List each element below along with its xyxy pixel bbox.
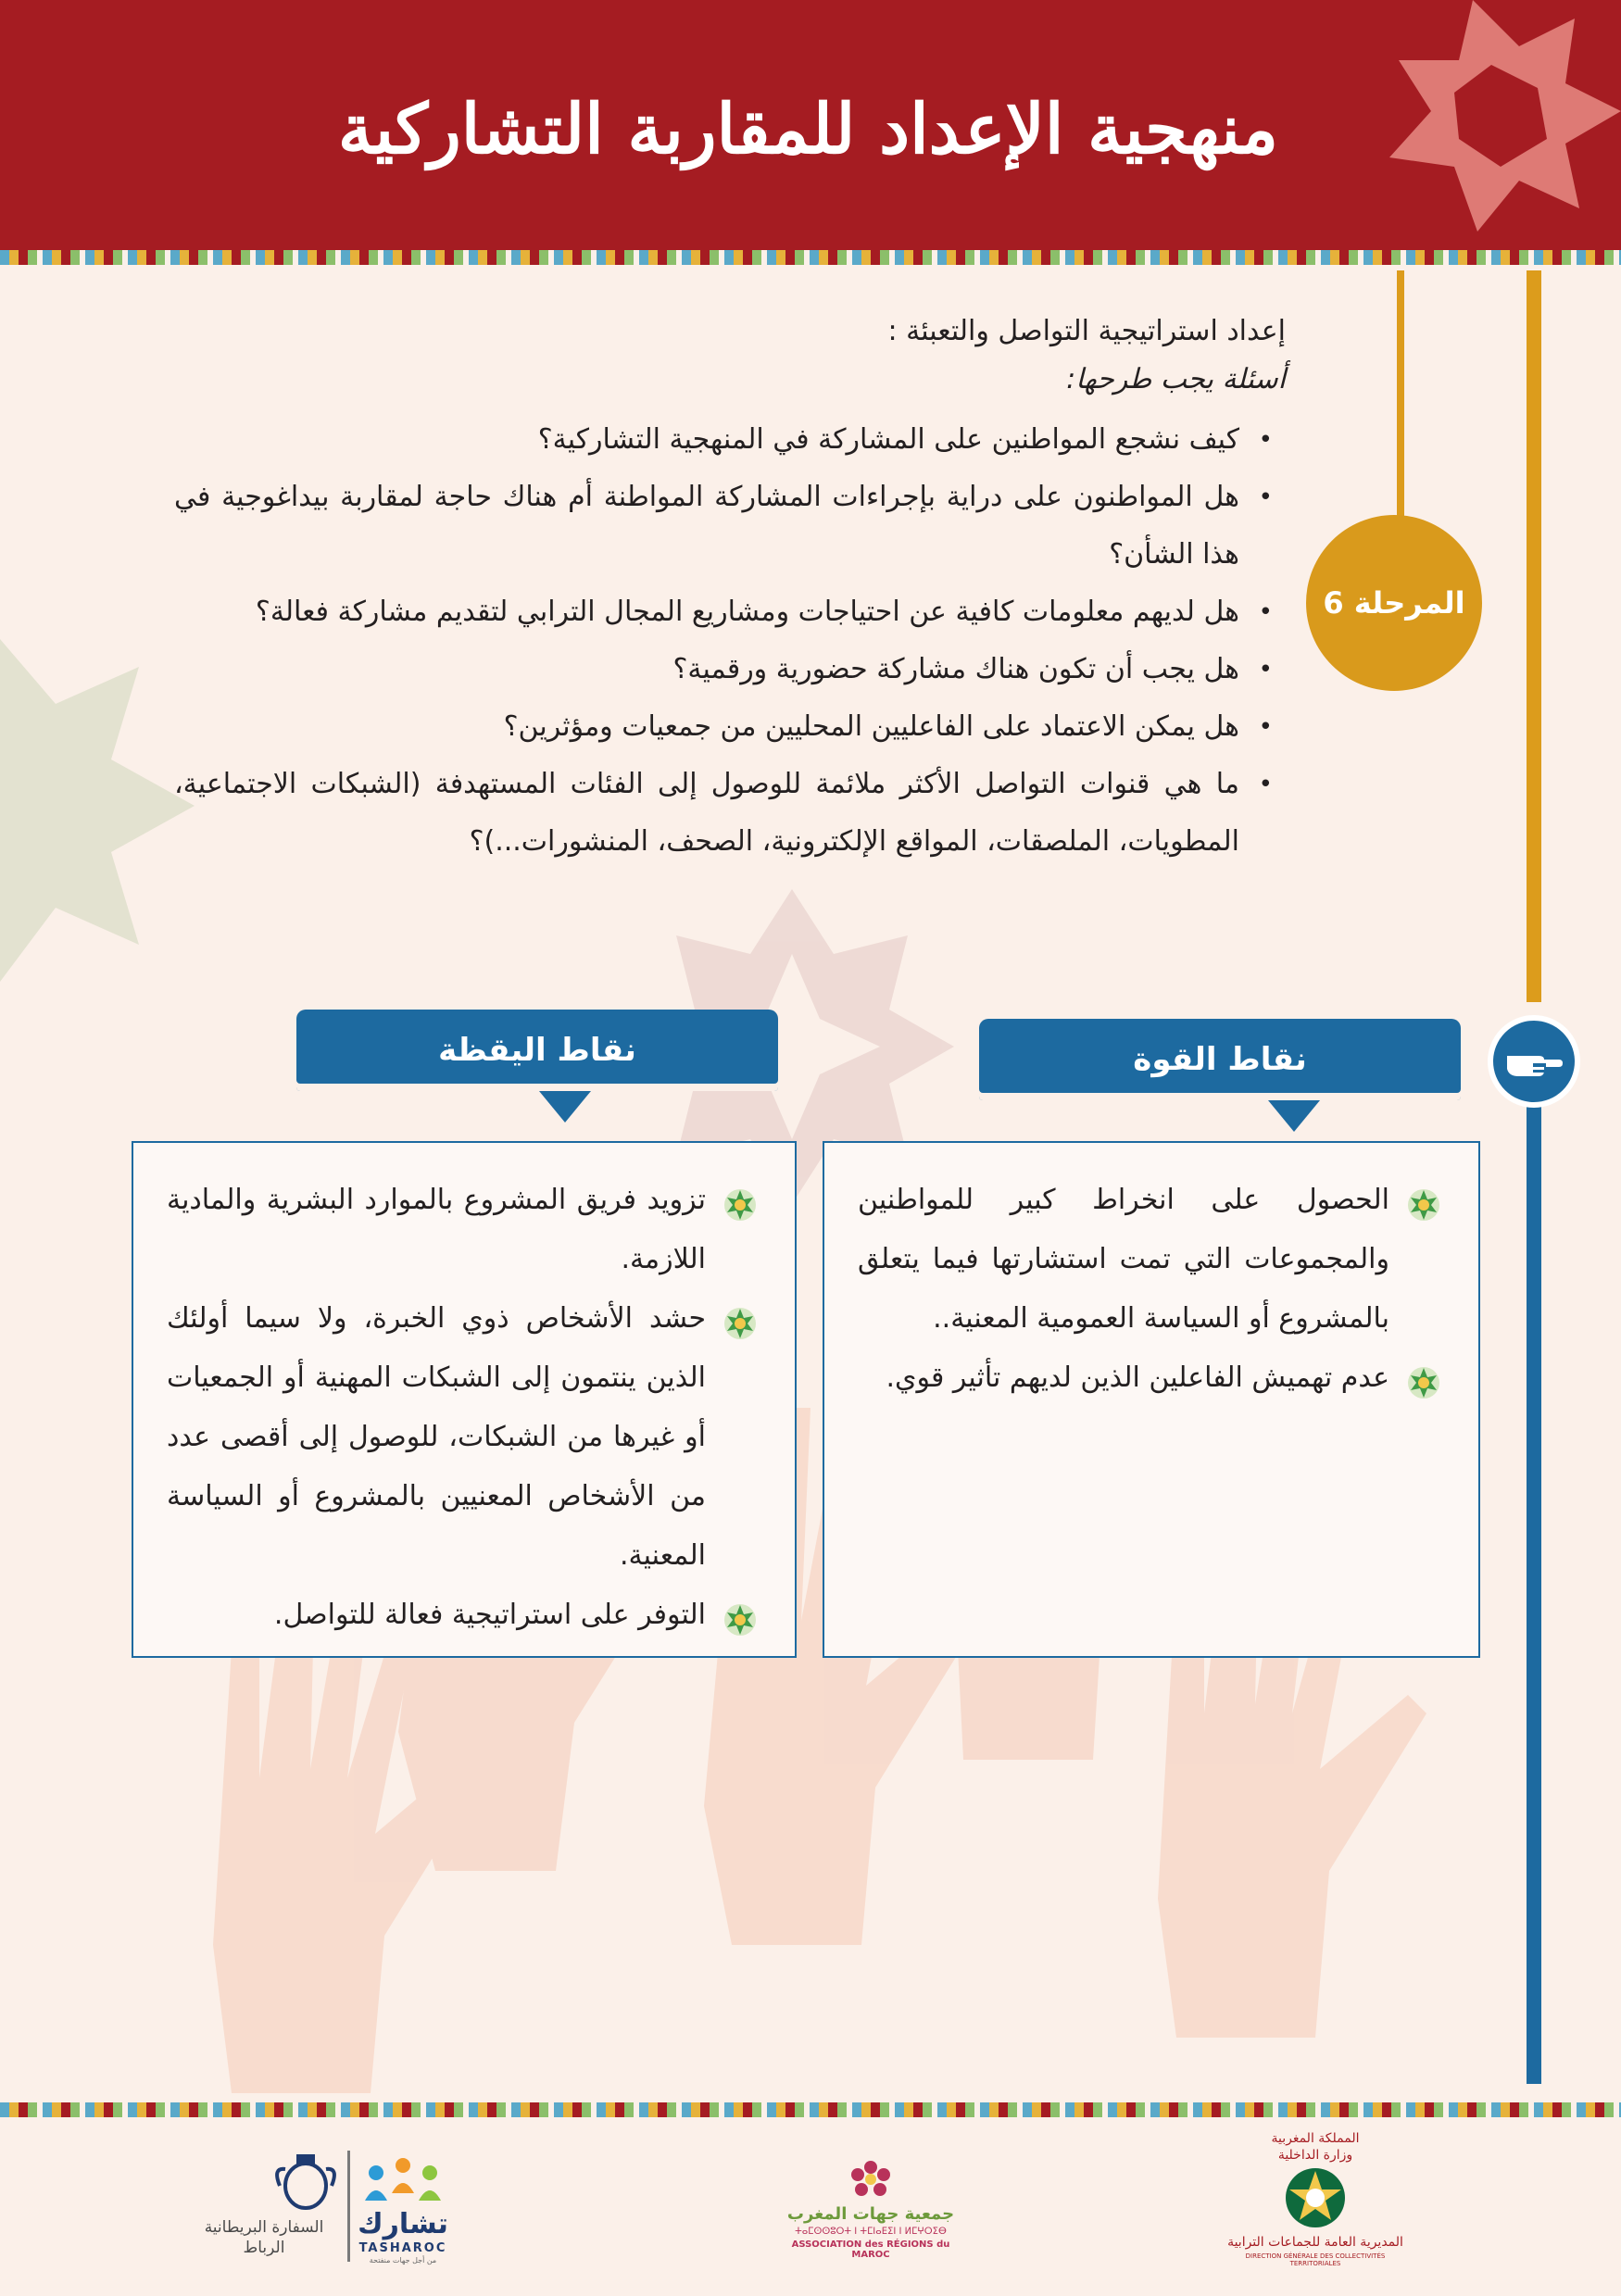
vigilance-list xyxy=(167,1171,758,1645)
tasharoc-arabic: تشارك xyxy=(358,2208,448,2240)
list-item: • كيف نشجع المواطنين على المشاركة في المنهجية التشاركية؟ xyxy=(174,411,1286,469)
list-item: • هل يجب أن تكون هناك مشاركة حضورية ورقمية؟ xyxy=(174,641,1286,698)
flower-bullet-icon xyxy=(723,1306,758,1341)
vigilance-text: التوفر على استراتيجية فعالة للتواصل. xyxy=(273,1599,706,1631)
intro-subheading: أسئلة يجب طرحها: xyxy=(1066,363,1286,395)
timeline-line-orange xyxy=(1527,270,1541,1002)
strengths-box xyxy=(823,1141,1480,1658)
list-item: • هل لديهم معلومات كافية عن احتياجات ومشاريع المجال الترابي لتقديم مشاركة فعالة؟ xyxy=(174,583,1286,641)
royal-crest-icon xyxy=(269,2149,343,2214)
vigilance-text: حشد الأشخاص ذوي الخبرة، ولا سيما أولئك الذين ينتمون إلى الشبكات المهنية أو الجمعيات أو غيرها من الشبكات، للوصول إلى أقصى عدد من الأشخاص المعنيين بالمشروع أو السياسة المعنية. xyxy=(167,1302,706,1572)
vigilance-box xyxy=(132,1141,797,1658)
questions-list xyxy=(174,411,1286,871)
ministry-directorate: المديرية العامة للجماعات الترابية xyxy=(1227,2235,1403,2250)
association-latin: ASSOCIATION des RÉGIONS du MAROC xyxy=(791,2240,950,2260)
flower-bullet-icon xyxy=(1406,1187,1441,1223)
list-item xyxy=(858,1171,1441,1349)
ministry-directorate-french: DIRECTION GÉNÉRALE DES COLLECTIVITÉS TERRITORIALES xyxy=(1245,2252,1386,2267)
strength-text: عدم تهميش الفاعلين الذين لديهم تأثير قوي. xyxy=(886,1361,1389,1394)
bottom-border-strip xyxy=(0,2102,1621,2117)
flower-bullet-icon xyxy=(1406,1365,1441,1400)
association-arabic: جمعية جهات المغرب xyxy=(786,2204,955,2224)
tasharoc-latin: TASHAROC xyxy=(358,2241,447,2255)
list-item xyxy=(167,1586,758,1645)
page-title: منهجية الإعداد للمقاربة التشاركية xyxy=(337,90,1278,169)
flower-bullet-icon xyxy=(723,1602,758,1637)
vigilance-tab-arrow xyxy=(539,1091,591,1123)
top-border-strip xyxy=(0,250,1621,265)
tasharoc-people-icon xyxy=(361,2154,445,2210)
list-item xyxy=(167,1289,758,1586)
vigilance-title: نقاط اليقظة xyxy=(296,1010,778,1091)
strengths-list xyxy=(858,1171,1441,1408)
timeline-line-blue xyxy=(1527,1102,1541,2084)
vigilance-tab xyxy=(296,1010,778,1111)
embassy-name: السفارة البريطانية xyxy=(204,2218,324,2237)
logo-divider xyxy=(347,2151,350,2262)
pointing-hand-icon xyxy=(1488,1015,1580,1108)
ministry-kingdom: المملكة المغربية xyxy=(1271,2131,1360,2146)
list-item: • ما هي قنوات التواصل الأكثر ملائمة للوصول إلى الفئات المستهدفة (الشبكات الاجتماعية، المطويات، الملصقات، المواقع الإلكترونية، الصحف، المنشورات...)؟ xyxy=(174,756,1286,871)
ministry-interior: وزارة الداخلية xyxy=(1277,2148,1353,2163)
list-item: • هل يمكن الاعتماد على الفاعليين المحليين من جمعيات ومؤثرين؟ xyxy=(174,698,1286,756)
embassy-city: الرباط xyxy=(243,2239,285,2257)
association-logo xyxy=(778,2158,963,2269)
tasharoc-tagline: من أجل جهات منفتحة xyxy=(369,2256,437,2265)
flower-bullet-icon xyxy=(723,1187,758,1223)
strengths-tab xyxy=(979,1019,1461,1121)
intro-heading: إعداد استراتيجية التواصل والتعبئة : xyxy=(887,315,1286,347)
ministry-star-emblem-icon xyxy=(1283,2165,1348,2230)
strengths-title: نقاط القوة xyxy=(979,1019,1461,1100)
ministry-logo xyxy=(1223,2130,1408,2278)
stage-badge: المرحلة 6 xyxy=(1306,515,1482,691)
strengths-tab-arrow xyxy=(1268,1100,1320,1132)
vigilance-text: تزويد فريق المشروع بالموارد البشرية والمادية اللازمة. xyxy=(167,1184,706,1275)
header-star-decoration xyxy=(1389,0,1621,250)
association-flower-icon xyxy=(843,2158,898,2204)
embassy-logo xyxy=(185,2149,463,2269)
list-item xyxy=(167,1171,758,1289)
timeline-connector xyxy=(1397,270,1404,528)
list-item xyxy=(858,1349,1441,1408)
association-tifinagh: ⵜⴰⵎⵙⵙⵓⵔⵜ ⵏ ⵜⵎⵏⴰⴹⵉⵏ ⵏ ⵍⵎⵖⵔⵉⴱ xyxy=(795,2227,947,2237)
intro-section xyxy=(174,309,1286,871)
header-banner xyxy=(0,0,1621,250)
list-item: • هل المواطنون على دراية بإجراءات المشاركة المواطنة أم هناك حاجة لمقاربة بيداغوجية في هذا الشأن؟ xyxy=(174,469,1286,583)
strength-text: الحصول على انخراط كبير للمواطنين والمجموعات التي تمت استشارتها فيما يتعلق بالمشروع أو السياسة العمومية المعنية.. xyxy=(858,1184,1389,1335)
